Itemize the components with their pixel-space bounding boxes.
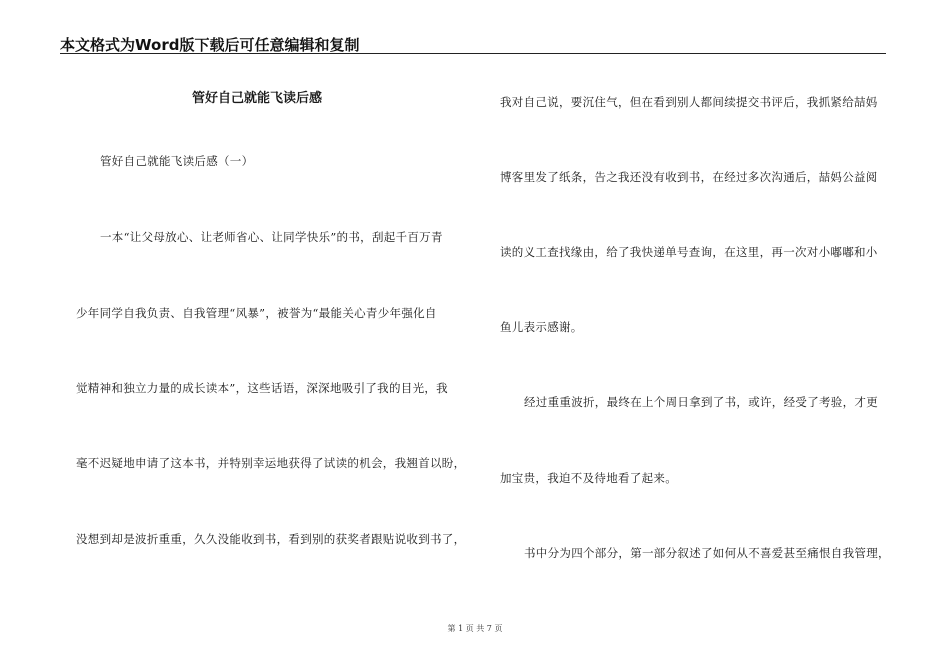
paragraph-line: 没想到却是波折重重，久久没能收到书，看到别的获奖者跟贴说收到书了，: [76, 532, 466, 546]
header-divider: [60, 53, 886, 54]
paragraph-line: 毫不迟疑地申请了这本书，并特别幸运地获得了试读的机会，我翘首以盼，: [76, 456, 466, 470]
paragraph-line: 加宝贵，我迫不及待地看了起来。: [500, 471, 677, 485]
paragraph-line: 博客里发了纸条，告之我还没有收到书，在经过多次沟通后，喆妈公益阅: [500, 170, 878, 184]
paragraph-line: 鱼儿表示感谢。: [500, 320, 583, 334]
document-header-title: 本文格式为Word版下载后可任意编辑和复制: [60, 36, 360, 54]
paragraph-line: 读的义工查找缘由，给了我快递单号查询，在这里，再一次对小嘟嘟和小: [500, 245, 878, 259]
paragraph-line: 觉精神和独立力量的成长读本”，这些话语，深深地吸引了我的目光，我: [76, 381, 448, 395]
paragraph-line: 书中分为四个部分，第一部分叙述了如何从不喜爱甚至痛恨自我管理，: [524, 546, 890, 560]
subtitle-line: 管好自己就能飞读后感（一）: [100, 154, 254, 168]
document-title: 管好自己就能飞读后感: [192, 91, 323, 106]
paragraph-line: 经过重重波折，最终在上个周日拿到了书，或许，经受了考验，才更: [524, 395, 878, 409]
paragraph-line: 少年同学自我负责、自我管理“风暴”，被誉为“最能关心青少年强化自: [76, 306, 437, 320]
page-number-footer: 第 1 页 共 7 页: [447, 624, 503, 633]
paragraph-line: 我对自己说，要沉住气，但在看到别人都间续提交书评后，我抓紧给喆妈: [500, 95, 878, 109]
paragraph-line: 一本“让父母放心、让老师省心、让同学快乐”的书，刮起千百万青: [100, 230, 443, 244]
